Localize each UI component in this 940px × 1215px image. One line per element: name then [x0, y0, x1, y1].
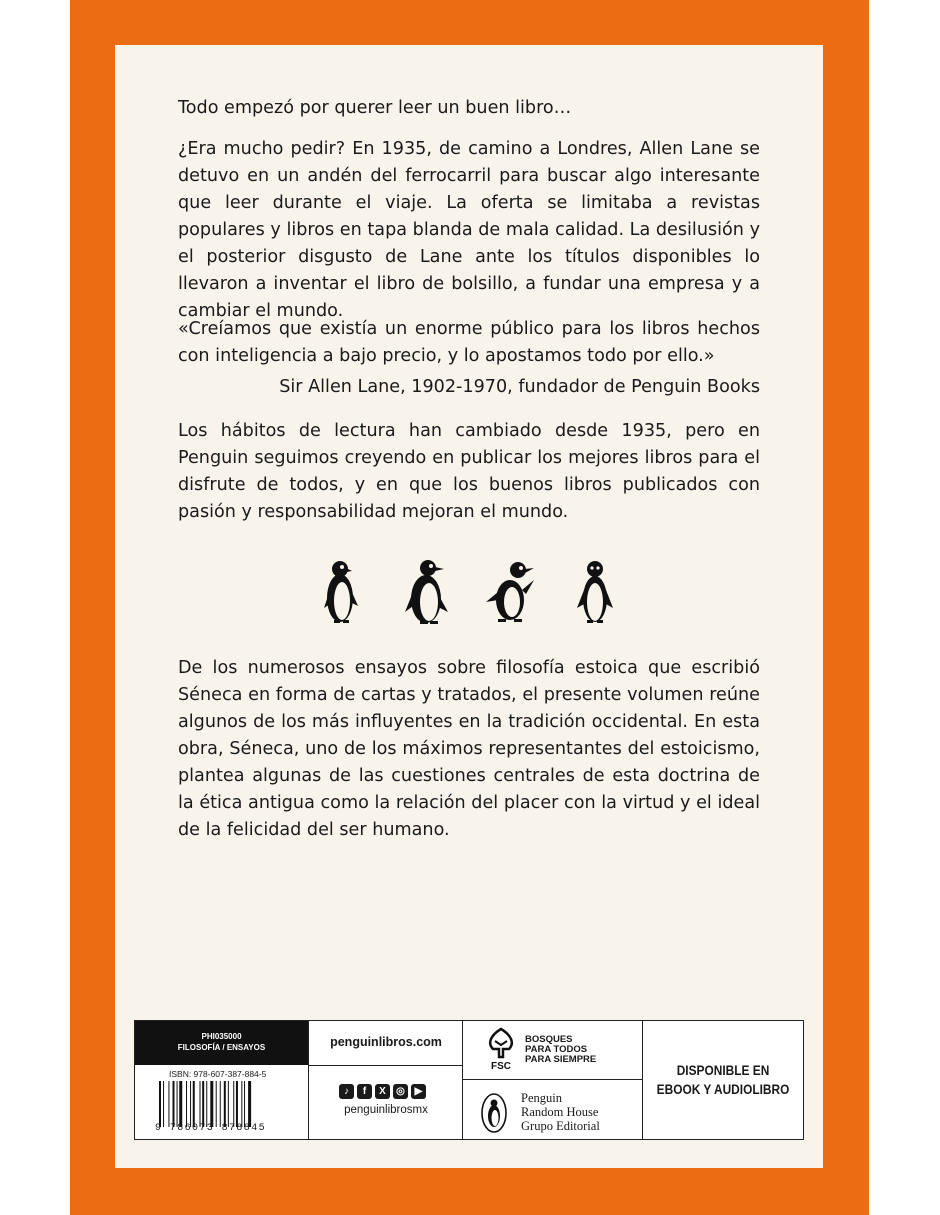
- fsc-line2: PARA TODOS: [525, 1044, 588, 1055]
- availability-cell: [643, 1021, 803, 1139]
- isbn-text: ISBN: 978-607-387-884-5: [169, 1069, 267, 1079]
- fsc-tree-icon: [481, 1027, 521, 1071]
- barcode-bar: [173, 1081, 175, 1127]
- penguin-dancing-icon: [484, 556, 540, 628]
- social-icons: [339, 1084, 439, 1100]
- fsc-line3: PARA SIEMPRE: [525, 1054, 597, 1065]
- divider: [309, 1065, 462, 1066]
- barcode-bar: [186, 1081, 187, 1127]
- barcode-bar: [168, 1081, 169, 1127]
- social-handle: penguinlibrosmx: [344, 1104, 428, 1116]
- certification-cell: [463, 1021, 643, 1139]
- barcode-bar: [193, 1081, 195, 1127]
- penguin-walking-icon: [400, 556, 454, 628]
- web-cell: [309, 1021, 463, 1139]
- barcode-bar: [163, 1081, 164, 1127]
- mission-paragraph: Los hábitos de lectura han cambiado desde 1935, pero en Penguin seguimos creyendo en publicar los mejores libros para el disfrute de todos, y en que los buenos libros publicados con pasión y responsabilidad mejoran el mundo.: [178, 421, 760, 522]
- penguin-row: [318, 556, 623, 631]
- founder-quote: «Creíamos que existía un enorme público para los libros hechos con inteligencia a bajo precio, y lo apostamos todo por ello.»: [178, 319, 760, 366]
- barcode-bar: [244, 1081, 245, 1127]
- synopsis-paragraph: De los numerosos ensayos sobre filosofía estoica que escribió Séneca en forma de cartas y tratados, el presente volumen reúne algunos de los más influyentes en la tradición occidental. En esta obra, Séneca, uno de los máximos representantes del estoicismo, plantea algunas de las cuestiones centrales de esta doctrina de la ética antigua como la relación del placer con la virtud y el ideal de la felicidad del ser humano.: [178, 658, 760, 840]
- barcode-bar: [179, 1081, 182, 1127]
- barcode-bar: [177, 1081, 178, 1127]
- category-box: [135, 1021, 308, 1065]
- facebook-icon[interactable]: f: [357, 1084, 372, 1099]
- quote-attribution: Sir Allen Lane, 1902-1970, fundador de Penguin Books: [279, 377, 760, 397]
- barcode-bar: [202, 1081, 204, 1127]
- penguin-logo-icon: [481, 1092, 507, 1134]
- bic-code: PHI035000: [201, 1032, 242, 1041]
- instagram-icon[interactable]: ◎: [393, 1084, 408, 1099]
- barcode-bar: [206, 1081, 207, 1127]
- category-label: FILOSOFÍA / ENSAYOS: [177, 1043, 266, 1052]
- barcode-bar: [220, 1081, 221, 1127]
- fsc-slogan: [525, 1035, 635, 1065]
- divider: [463, 1079, 642, 1080]
- footer-strip: [134, 1020, 804, 1140]
- barcode-bar: [241, 1081, 242, 1127]
- intro-line: Todo empezó por querer leer un buen libro…: [178, 98, 572, 118]
- availability-note: [655, 1061, 791, 1099]
- x-icon[interactable]: X: [375, 1084, 390, 1099]
- penguin-standing-icon: [318, 556, 364, 628]
- barcode-digits: 9 786073 878845: [155, 1123, 267, 1134]
- website-link[interactable]: penguinlibros.com: [330, 1035, 442, 1049]
- barcode-bar: [200, 1081, 201, 1127]
- publisher-line3: Grupo Editorial: [521, 1119, 600, 1133]
- barcode-bar: [233, 1081, 234, 1127]
- barcode-bar: [224, 1081, 226, 1127]
- youtube-icon[interactable]: ▶: [411, 1084, 426, 1099]
- penguin-front-icon: [574, 556, 616, 628]
- tiktok-icon[interactable]: ♪: [339, 1084, 354, 1099]
- history-paragraph: ¿Era mucho pedir? En 1935, de camino a Londres, Allen Lane se detuvo en un andén del ferrocarril para buscar algo interesante que leer durante el viaje. La oferta se limitaba a revistas populares y libros en tapa blanda de mala calidad. La desilusión y el posterior disgusto de Lane ante los títulos disponibles lo llevaron a inventar el libro de bolsillo, a fundar una empresa y a cambiar el mundo.: [178, 139, 760, 321]
- barcode-bar: [248, 1081, 251, 1127]
- barcode-bar: [228, 1081, 229, 1127]
- publisher-line1: Penguin: [521, 1091, 562, 1105]
- availability-line2: EBOOK Y AUDIOLIBRO: [656, 1081, 790, 1097]
- barcode-bar: [216, 1081, 217, 1127]
- barcode-bar: [210, 1081, 213, 1127]
- barcode-icon: [159, 1081, 281, 1127]
- barcode-cell: [135, 1021, 309, 1139]
- barcode-bar: [236, 1081, 238, 1127]
- fsc-line1: BOSQUES: [525, 1034, 573, 1045]
- barcode-bar: [190, 1081, 191, 1127]
- publisher-name: [521, 1091, 637, 1133]
- barcode-bar: [159, 1081, 161, 1127]
- publisher-line2: Random House: [521, 1105, 599, 1119]
- fsc-mark: FSC: [491, 1061, 511, 1071]
- availability-line1: DISPONIBLE EN: [676, 1062, 770, 1078]
